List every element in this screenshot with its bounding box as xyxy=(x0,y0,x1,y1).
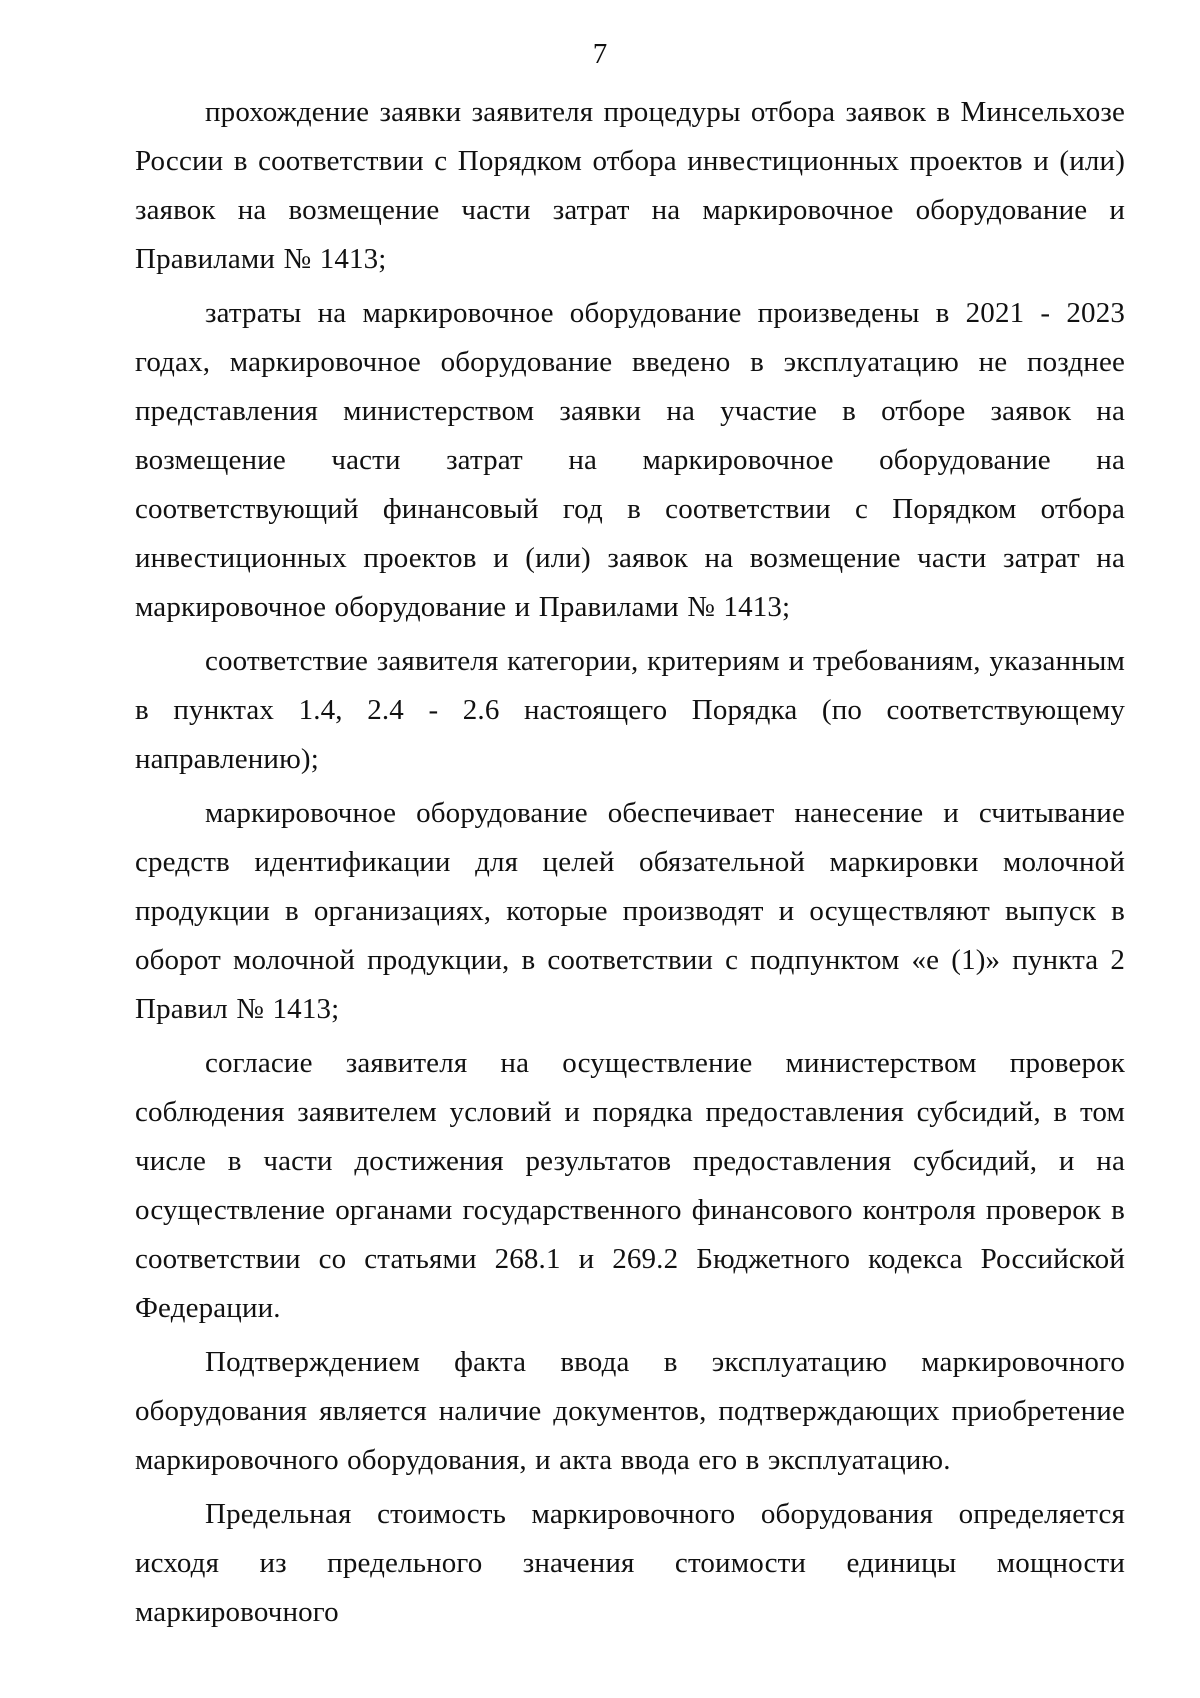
paragraph-applicant-consent: согласие заявителя на осуществление министерством проверок соблюдения заявителем условий и порядка предоставления субсидий, в том числе в части достижения результатов предоставления субсидий, и на осуществление органами государственного финансового контроля проверок в соответствии со статьями 268.1 и 269.2 Бюджетного кодекса Российской Федерации. xyxy=(135,1047,1125,1324)
paragraph-applicant-compliance: соответствие заявителя категории, критериям и требованиям, указанным в пунктах 1.4, 2.4 - 2.6 настоящего Порядка (по соответствующему направлению); xyxy=(135,645,1125,775)
paragraph-equipment-marking: маркировочное оборудование обеспечивает нанесение и считывание средств идентификации для целей обязательной маркировки молочной продукции в организациях, которые производят и осуществляют выпуск в оборот молочной продукции, в соответствии с подпунктом «е (1)» пункта 2 Правил № 1413; xyxy=(135,797,1125,1025)
paragraph-commissioning-confirmation: Подтверждением факта ввода в эксплуатацию маркировочного оборудования является наличие документов, подтверждающих приобретение маркировочного оборудования, и акта ввода его в эксплуатацию. xyxy=(135,1346,1125,1476)
document-body xyxy=(135,88,1125,1637)
paragraph-equipment-costs: затраты на маркировочное оборудование произведены в 2021 - 2023 годах, маркировочное оборудование введено в эксплуатацию не позднее представления министерством заявки на участие в отборе заявок на возмещение части затрат на маркировочное оборудование на соответствующий финансовый год в соответствии с Порядком отбора инвестиционных проектов и (или) заявок на возмещение части затрат на маркировочное оборудование и Правилами № 1413; xyxy=(135,297,1125,623)
page-number: 7 xyxy=(592,38,608,70)
paragraph-maximum-cost: Предельная стоимость маркировочного оборудования определяется исходя из предельного значения стоимости единицы мощности маркировочного xyxy=(135,1498,1125,1628)
paragraph-selection-procedure: прохождение заявки заявителя процедуры отбора заявок в Минсельхозе России в соответствии с Порядком отбора инвестиционных проектов и (или) заявок на возмещение части затрат на маркировочное оборудование и Правилами № 1413; xyxy=(135,96,1125,275)
